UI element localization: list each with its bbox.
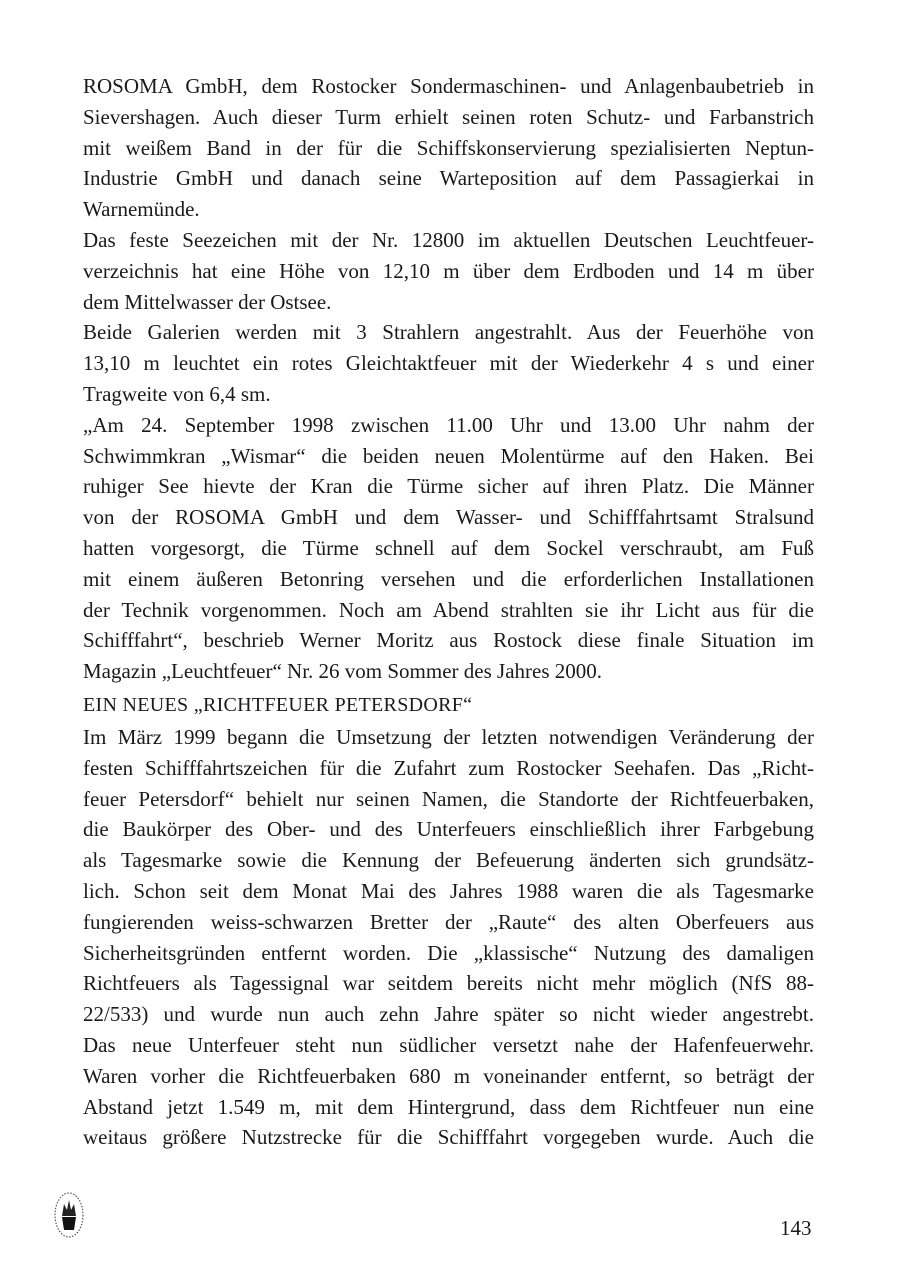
paragraph bbox=[83, 410, 814, 687]
text-line: Schifffahrt“, beschrieb Werner Moritz aus Rostock diese finale Situation im bbox=[83, 628, 814, 653]
text-line: 13,10 m leuchtet ein rotes Gleichtaktfeuer mit der Wiederkehr 4 s und einer bbox=[83, 351, 814, 376]
text-line: Beide Galerien werden mit 3 Strahlern angestrahlt. Aus der Feuerhöhe von bbox=[83, 320, 814, 345]
text-line: dem Mittelwasser der Ostsee. bbox=[83, 289, 332, 314]
text-line: Das feste Seezeichen mit der Nr. 12800 im aktuellen Deutschen Leuchtfeuer- bbox=[83, 227, 814, 252]
text-line: Tragweite von 6,4 sm. bbox=[83, 381, 271, 406]
text-line: Sievershagen. Auch dieser Turm erhielt seinen roten Schutz- und Farbanstrich bbox=[83, 104, 814, 129]
text-line: hatten vorgesorgt, die Türme schnell auf dem Sockel verschraubt, am Fuß bbox=[83, 535, 814, 560]
page-number: 143 bbox=[780, 1216, 812, 1240]
text-line: mit weißem Band in der für die Schiffskonservierung spezialisierten Neptun- bbox=[83, 135, 814, 160]
text-line: ROSOMA GmbH, dem Rostocker Sondermaschinen- und Anlagenbaubetrieb in bbox=[83, 74, 814, 98]
text-line: Das neue Unterfeuer steht nun südlicher versetzt nahe der Hafenfeuerwehr. bbox=[83, 1032, 814, 1057]
section-heading: EIN NEUES „RICHTFEUER PETERSDORF“ bbox=[83, 694, 473, 716]
text-line: Magazin „Leuchtfeuer“ Nr. 26 vom Sommer des Jahres 2000. bbox=[83, 659, 603, 684]
text-line: Im März 1999 begann die Umsetzung der letzten notwendigen Veränderung der bbox=[83, 725, 814, 749]
text-line: Abstand jetzt 1.549 m, mit dem Hintergrund, dass dem Richtfeuer nun eine bbox=[83, 1094, 814, 1119]
body-text-top bbox=[83, 71, 814, 687]
text-line: weitaus größere Nutzstrecke für die Schifffahrt vorgegeben wurde. Auch die bbox=[83, 1125, 814, 1150]
text-line: Industrie GmbH und danach seine Warteposition auf dem Passagierkai in bbox=[83, 166, 814, 191]
paragraph bbox=[83, 722, 814, 1153]
text-line: verzeichnis hat eine Höhe von 12,10 m über dem Erdboden und 14 m über bbox=[83, 258, 814, 283]
text-line: der Technik vorgenommen. Noch am Abend strahlten sie ihr Licht aus für die bbox=[83, 597, 814, 622]
text-line: von der ROSOMA GmbH und dem Wasser- und Schifffahrtsamt Stralsund bbox=[83, 505, 814, 530]
text-line: Waren vorher die Richtfeuerbaken 680 m voneinander entfernt, so beträgt der bbox=[83, 1063, 814, 1088]
paragraph bbox=[83, 225, 814, 317]
text-line: lich. Schon seit dem Monat Mai des Jahres 1988 waren die als Tagesmarke bbox=[83, 878, 814, 903]
text-line: Warnemünde. bbox=[83, 197, 200, 222]
text-line: 22/533) und wurde nun auch zehn Jahre später so nicht wieder angestrebt. bbox=[83, 1002, 814, 1027]
text-line: fungierenden weiss-schwarzen Bretter der „Raute“ des alten Oberfeuers aus bbox=[83, 909, 814, 934]
text-line: Schwimmkran „Wismar“ die beiden neuen Molentürme auf den Haken. Bei bbox=[83, 443, 814, 468]
paragraph bbox=[83, 317, 814, 409]
body-text-bottom bbox=[83, 722, 814, 1153]
text-line: als Tagesmarke sowie die Kennung der Befeuerung änderten sich grundsätz- bbox=[83, 848, 814, 873]
paragraph bbox=[83, 71, 814, 225]
text-line: ruhiger See hievte der Kran die Türme sicher auf ihren Platz. Die Männer bbox=[83, 474, 814, 499]
text-line: „Am 24. September 1998 zwischen 11.00 Uhr und 13.00 Uhr nahm der bbox=[83, 412, 814, 437]
text-line: die Baukörper des Ober- und des Unterfeuers einschließlich ihrer Farbgebung bbox=[83, 817, 814, 842]
text-line: feuer Petersdorf“ behielt nur seinen Namen, die Standorte der Richtfeuerbaken, bbox=[83, 786, 814, 811]
text-line: Richtfeuers als Tagessignal war seitdem bereits nicht mehr möglich (NfS 88- bbox=[83, 971, 814, 996]
text-line: mit einem äußeren Betonring versehen und die erforderlichen Installationen bbox=[83, 566, 814, 591]
text-line: Sicherheitsgründen entfernt worden. Die „klassische“ Nutzung des damaligen bbox=[83, 940, 814, 965]
text-line: festen Schifffahrtszeichen für die Zufahrt zum Rostocker Seehafen. Das „Richt- bbox=[83, 755, 814, 780]
lighthouse-emblem-icon bbox=[52, 1190, 86, 1240]
